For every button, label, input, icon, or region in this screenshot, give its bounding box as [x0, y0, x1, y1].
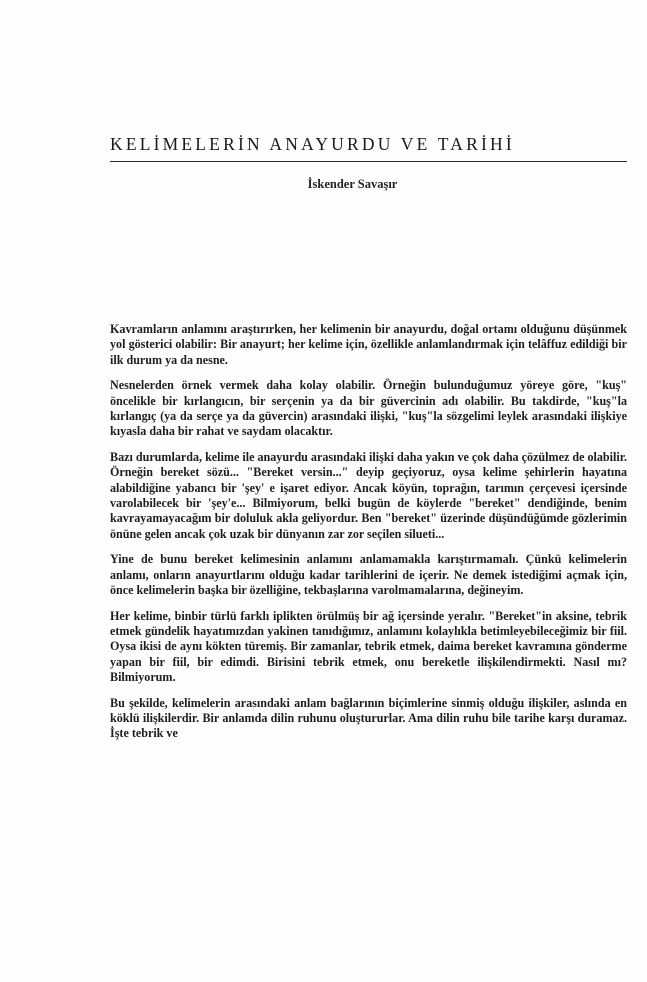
paragraph-6: Bu şekilde, kelimelerin arasındaki anlam bağlarının biçimlerine sinmiş olduğu ilişkiler, aslında en köklü ilişkilerdir. Bir anlamda dilin ruhunu oluştururlar. Ama dilin ruhu bile tarihe karşı duramaz. İşte tebrik ve: [110, 695, 627, 741]
paragraph-5: Her kelime, binbir türlü farklı iplikten örülmüş bir ağ içersinde yeralır. "Bereket"in aksine, tebrik etmek gündelik hayatımızdan yakinen tanıdığımız, anlamını kolaylıkla betimleyebileceğimiz bir fiil. Oysa ikisi de aynı kökten türemiş. Bir zamanlar, tebrik etmek, daima bereket kavramına gönderme yapan bir fiil, bir edimdi. Birisini tebrik etmek, onu bereketle ilişkilendirmekti. Nasıl mı? Bilmiyorum.: [110, 608, 627, 685]
paragraph-2: Nesnelerden örnek vermek daha kolay olabilir. Örneğin bulunduğumuz yöreye göre, "kuş" öncelikle bir kırlangıcın, bir serçenin ya da bir güvercinin adı olabilir. Bu takdirde, "kuş"la kırlangıç (ya da serçe ya da güvercin) arasındaki ilişki, "kuş"la sözgelimi leylek arasındaki ilişkiye kıyasla daha bir rahat ve saydam olacaktır.: [110, 378, 627, 439]
paragraph-1: Kavramların anlamını araştırırken, her kelimenin bir anayurdu, doğal ortamı olduğunu düşünmek yol gösterici olabilir: Bir anayurt; her kelime için, özellikle anlamlandırmak için telâffuz edildiği bir ilk durum ya da nesne.: [110, 322, 627, 367]
article-body: [110, 322, 627, 752]
page-title: KELİMELERİN ANAYURDU VE TARİHİ: [110, 134, 515, 154]
author-name: İskender Savaşır: [307, 177, 398, 191]
paragraph-4: Yine de bunu bereket kelimesinin anlamını anlamamakla karıştırmamalı. Çünkü kelimelerin anlamı, onların anayurtlarını olduğu kadar tarihlerini de içerir. Ne demek istediğimi açmak için, önce kelimelerin başka bir özelliğine, tekbaşlarına varolmamalarına, değineyim.: [110, 552, 627, 598]
paragraph-3: Bazı durumlarda, kelime ile anayurdu arasındaki ilişki daha yakın ve çok daha çözülmez de olabilir. Örneğin bereket sözü... "Bereket versin..." deyip geçiyoruz, oysa kelime şehirlerin hayatına alabildiğine yabancı bir 'şey' e işaret ediyor. Ancak köyün, toprağın, tarımın çerçevesi içersinde varolabilecek bir 'şey'e... Bilmiyorum, belki bugün de köylerde "bereket" dendiğinde, benim kavrayamayacağım bir doluluk akla geliyordur. Ben "bereket" üzerinde düşündüğümde gözlerimin önüne gelen ancak çok uzak bir dünyanın zar zor seçilen silueti...: [110, 449, 627, 541]
title-rule: [110, 161, 627, 162]
